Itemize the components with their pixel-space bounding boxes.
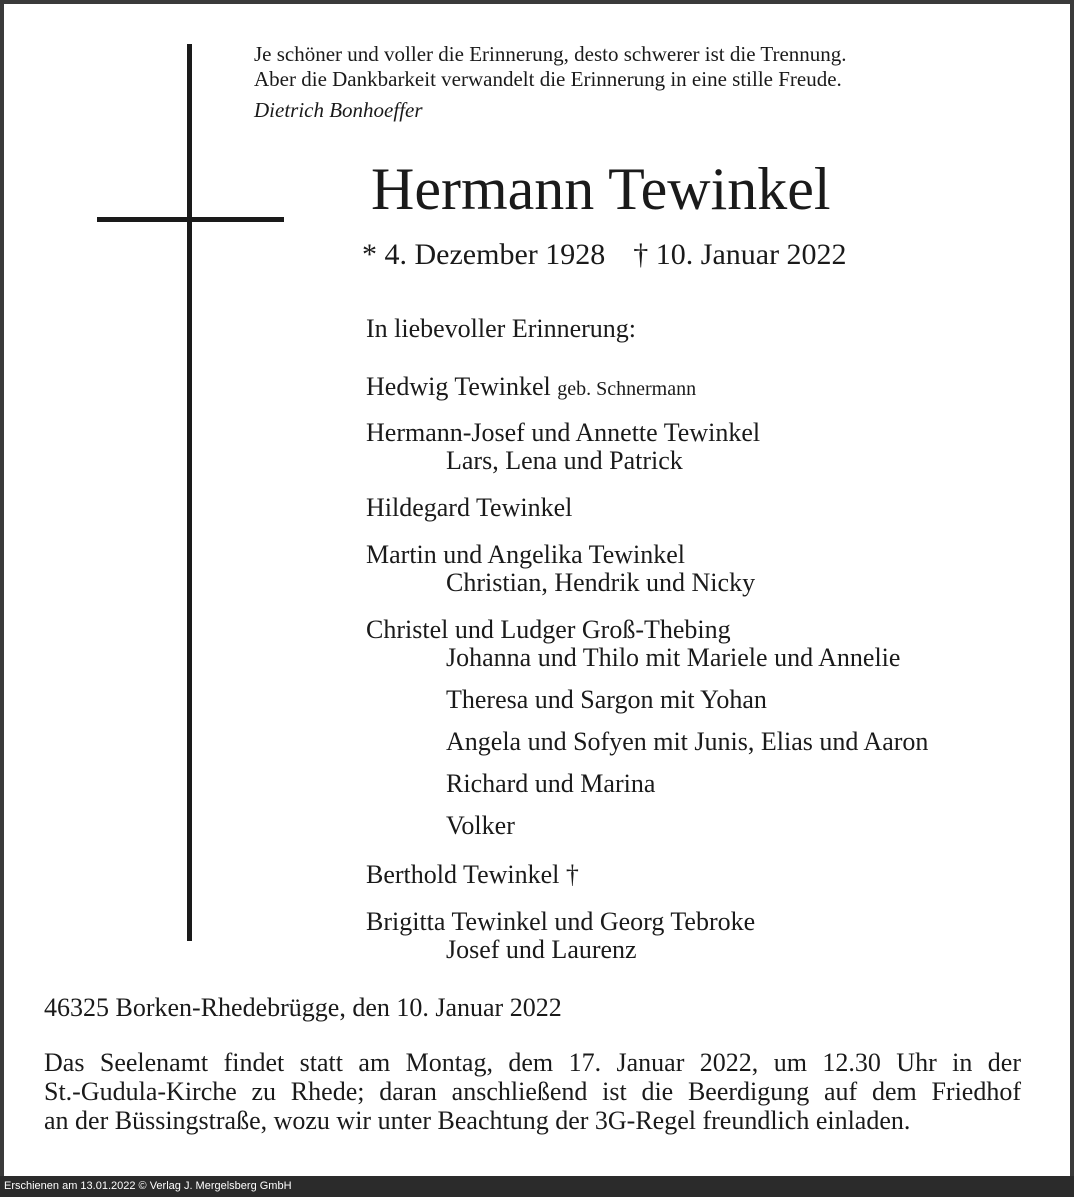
quote-line-1: Je schöner und voller die Erinnerung, desto schwerer ist die Trennung. — [254, 42, 847, 66]
service-info — [44, 1048, 1021, 1135]
family-christel-kid-4: Richard und Marina — [446, 769, 656, 798]
place-and-date: 46325 Borken-Rhedebrügge, den 10. Januar 2022 — [44, 993, 562, 1022]
quote-line-2: Aber die Dankbarkeit verwandelt die Erinnerung in eine stille Freude. — [254, 67, 842, 91]
family-hildegard: Hildegard Tewinkel — [366, 493, 573, 522]
family-hedwig — [366, 372, 696, 404]
service-line-3: an der Büssingstraße, wozu wir unter Beachtung der 3G-Regel freundlich einladen. — [44, 1106, 911, 1135]
family-hermann-josef-kids: Lars, Lena und Patrick — [446, 446, 683, 475]
cross-vertical-bar — [187, 44, 192, 941]
family-martin-kids: Christian, Hendrik und Nicky — [446, 568, 756, 597]
life-dates — [362, 236, 847, 274]
service-line-1: Das Seelenamt findet statt am Montag, dem 17. Januar 2022, um 12.30 Uhr in der — [44, 1048, 1021, 1077]
family-christel-kid-1: Johanna und Thilo mit Mariele und Annelie — [446, 643, 901, 672]
family-brigitta-kids: Josef und Laurenz — [446, 935, 637, 964]
family-hermann-josef: Hermann-Josef und Annette Tewinkel — [366, 418, 761, 447]
family-christel: Christel und Ludger Groß-Thebing — [366, 615, 731, 644]
cross-horizontal-bar — [97, 217, 284, 222]
family-brigitta: Brigitta Tewinkel und Georg Tebroke — [366, 907, 756, 936]
service-line-2: St.-Gudula-Kirche zu Rhede; daran anschließend ist die Beerdigung auf dem Friedhof — [44, 1077, 1021, 1106]
family-berthold: Berthold Tewinkel † — [366, 860, 579, 889]
family-hedwig-name: Hedwig Tewinkel — [366, 372, 551, 401]
family-christel-kid-3: Angela und Sofyen mit Junis, Elias und Aaron — [446, 727, 929, 756]
family-christel-kid-2: Theresa und Sargon mit Yohan — [446, 685, 767, 714]
family-christel-kid-5: Volker — [446, 811, 515, 840]
deceased-name: Hermann Tewinkel — [371, 156, 831, 222]
family-hedwig-nee: geb. Schnermann — [557, 378, 697, 400]
death-date: † 10. Januar 2022 — [633, 238, 847, 271]
publication-footer: Erschienen am 13.01.2022 © Verlag J. Mergelsberg GmbH — [0, 1176, 1074, 1197]
family-martin: Martin und Angelika Tewinkel — [366, 540, 686, 569]
quote-author: Dietrich Bonhoeffer — [254, 98, 423, 122]
birth-date: * 4. Dezember 1928 — [362, 238, 606, 271]
intro-text: In liebevoller Erinnerung: — [366, 314, 637, 343]
